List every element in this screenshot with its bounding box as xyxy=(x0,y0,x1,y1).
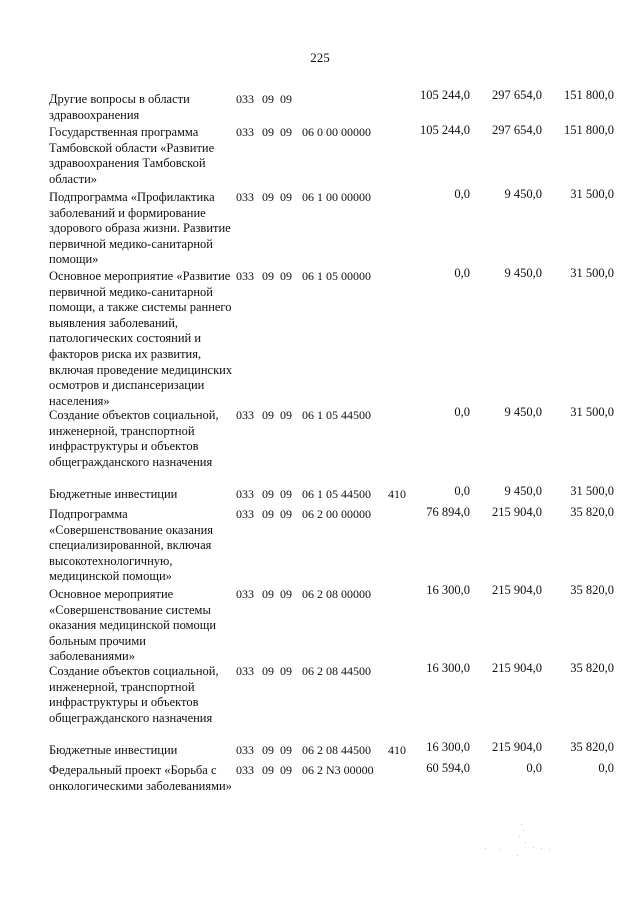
target-article-code: 06 2 08 44500 xyxy=(302,743,371,757)
section-code: 09 xyxy=(262,92,274,106)
row-name: Подпрограмма «Совершенствование оказания специализированной, включая высокотехнологичную, медицинской помощи» xyxy=(49,507,214,584)
ministry-code: 033 xyxy=(236,664,254,678)
amount-year-2: 9 450,0 xyxy=(504,405,542,419)
ministry-code: 033 xyxy=(236,408,254,422)
target-article-code: 06 0 00 00000 xyxy=(302,125,371,139)
ministry-code: 033 xyxy=(236,763,254,777)
section-code: 09 xyxy=(262,408,274,422)
target-article-code: 06 1 00 00000 xyxy=(302,190,371,204)
target-article-code: 06 2 08 44500 xyxy=(302,664,371,678)
amount-year-1: 76 894,0 xyxy=(426,505,470,519)
amount-year-2: 297 654,0 xyxy=(492,123,542,137)
amount-year-1: 0,0 xyxy=(454,484,470,498)
amount-year-3: 151 800,0 xyxy=(564,123,614,137)
section-code: 09 xyxy=(262,743,274,757)
subsection-code: 09 xyxy=(280,664,292,678)
section-code: 09 xyxy=(262,190,274,204)
amount-year-1: 16 300,0 xyxy=(426,740,470,754)
ministry-code: 033 xyxy=(236,487,254,501)
amount-year-3: 35 820,0 xyxy=(570,505,614,519)
amount-year-1: 0,0 xyxy=(454,266,470,280)
subsection-code: 09 xyxy=(280,487,292,501)
target-article-code: 06 2 N3 00000 xyxy=(302,763,374,777)
amount-year-3: 31 500,0 xyxy=(570,405,614,419)
scan-noise xyxy=(475,820,565,860)
section-code: 09 xyxy=(262,487,274,501)
subsection-code: 09 xyxy=(280,587,292,601)
amount-year-1: 0,0 xyxy=(454,405,470,419)
subsection-code: 09 xyxy=(280,269,292,283)
amount-year-3: 31 500,0 xyxy=(570,484,614,498)
amount-year-3: 35 820,0 xyxy=(570,740,614,754)
subsection-code: 09 xyxy=(280,507,292,521)
ministry-code: 033 xyxy=(236,587,254,601)
amount-year-3: 151 800,0 xyxy=(564,88,614,102)
amount-year-1: 16 300,0 xyxy=(426,583,470,597)
ministry-code: 033 xyxy=(236,507,254,521)
amount-year-2: 215 904,0 xyxy=(492,505,542,519)
row-name: Создание объектов социальной, инженерной, транспортной инфраструктуры и объектов общегражданского назначения xyxy=(49,408,219,469)
expense-type-code: 410 xyxy=(388,743,406,757)
subsection-code: 09 xyxy=(280,763,292,777)
row-name: Бюджетные инвестиции xyxy=(49,743,178,757)
amount-year-2: 9 450,0 xyxy=(504,266,542,280)
ministry-code: 033 xyxy=(236,269,254,283)
amount-year-2: 9 450,0 xyxy=(504,484,542,498)
amount-year-2: 215 904,0 xyxy=(492,661,542,675)
row-name: Создание объектов социальной, инженерной, транспортной инфраструктуры и объектов общегражданского назначения xyxy=(49,664,219,725)
section-code: 09 xyxy=(262,269,274,283)
amount-year-3: 35 820,0 xyxy=(570,661,614,675)
section-code: 09 xyxy=(262,507,274,521)
amount-year-3: 35 820,0 xyxy=(570,583,614,597)
subsection-code: 09 xyxy=(280,743,292,757)
amount-year-3: 31 500,0 xyxy=(570,187,614,201)
ministry-code: 033 xyxy=(236,743,254,757)
ministry-code: 033 xyxy=(236,190,254,204)
row-name: Основное мероприятие «Развитие первичной медико-санитарной помощи, а также системы раннего выявления заболеваний, патологических состояний и факторов риска их развития, включая проведение медицинских осмотров и диспансеризации населения» xyxy=(49,269,233,408)
target-article-code: 06 1 05 00000 xyxy=(302,269,371,283)
amount-year-2: 297 654,0 xyxy=(492,88,542,102)
amount-year-2: 215 904,0 xyxy=(492,740,542,754)
amount-year-1: 60 594,0 xyxy=(426,761,470,775)
section-code: 09 xyxy=(262,664,274,678)
subsection-code: 09 xyxy=(280,125,292,139)
amount-year-1: 105 244,0 xyxy=(420,88,470,102)
row-name: Подпрограмма «Профилактика заболеваний и формирование здорового образа жизни. Развитие первичной медико-санитарной помощи» xyxy=(49,190,231,267)
amount-year-2: 0,0 xyxy=(526,761,542,775)
amount-year-1: 0,0 xyxy=(454,187,470,201)
ministry-code: 033 xyxy=(236,125,254,139)
row-name: Государственная программа Тамбовской области «Развитие здравоохранения Тамбовской области» xyxy=(49,125,215,186)
ministry-code: 033 xyxy=(236,92,254,106)
subsection-code: 09 xyxy=(280,408,292,422)
amount-year-3: 0,0 xyxy=(598,761,614,775)
row-name: Федеральный проект «Борьба с онкологическими заболеваниями» xyxy=(49,763,232,793)
amount-year-1: 16 300,0 xyxy=(426,661,470,675)
target-article-code: 06 2 00 00000 xyxy=(302,507,371,521)
amount-year-3: 31 500,0 xyxy=(570,266,614,280)
section-code: 09 xyxy=(262,587,274,601)
target-article-code: 06 2 08 00000 xyxy=(302,587,371,601)
row-name: Другие вопросы в области здравоохранения xyxy=(49,92,190,122)
amount-year-1: 105 244,0 xyxy=(420,123,470,137)
target-article-code: 06 1 05 44500 xyxy=(302,487,371,501)
target-article-code: 06 1 05 44500 xyxy=(302,408,371,422)
section-code: 09 xyxy=(262,763,274,777)
amount-year-2: 215 904,0 xyxy=(492,583,542,597)
row-name: Основное мероприятие «Совершенствование системы оказания медицинской помощи больным прочими заболеваниями» xyxy=(49,587,217,664)
subsection-code: 09 xyxy=(280,190,292,204)
row-name: Бюджетные инвестиции xyxy=(49,487,178,501)
subsection-code: 09 xyxy=(280,92,292,106)
expense-type-code: 410 xyxy=(388,487,406,501)
page-number: 225 xyxy=(310,50,330,65)
amount-year-2: 9 450,0 xyxy=(504,187,542,201)
section-code: 09 xyxy=(262,125,274,139)
